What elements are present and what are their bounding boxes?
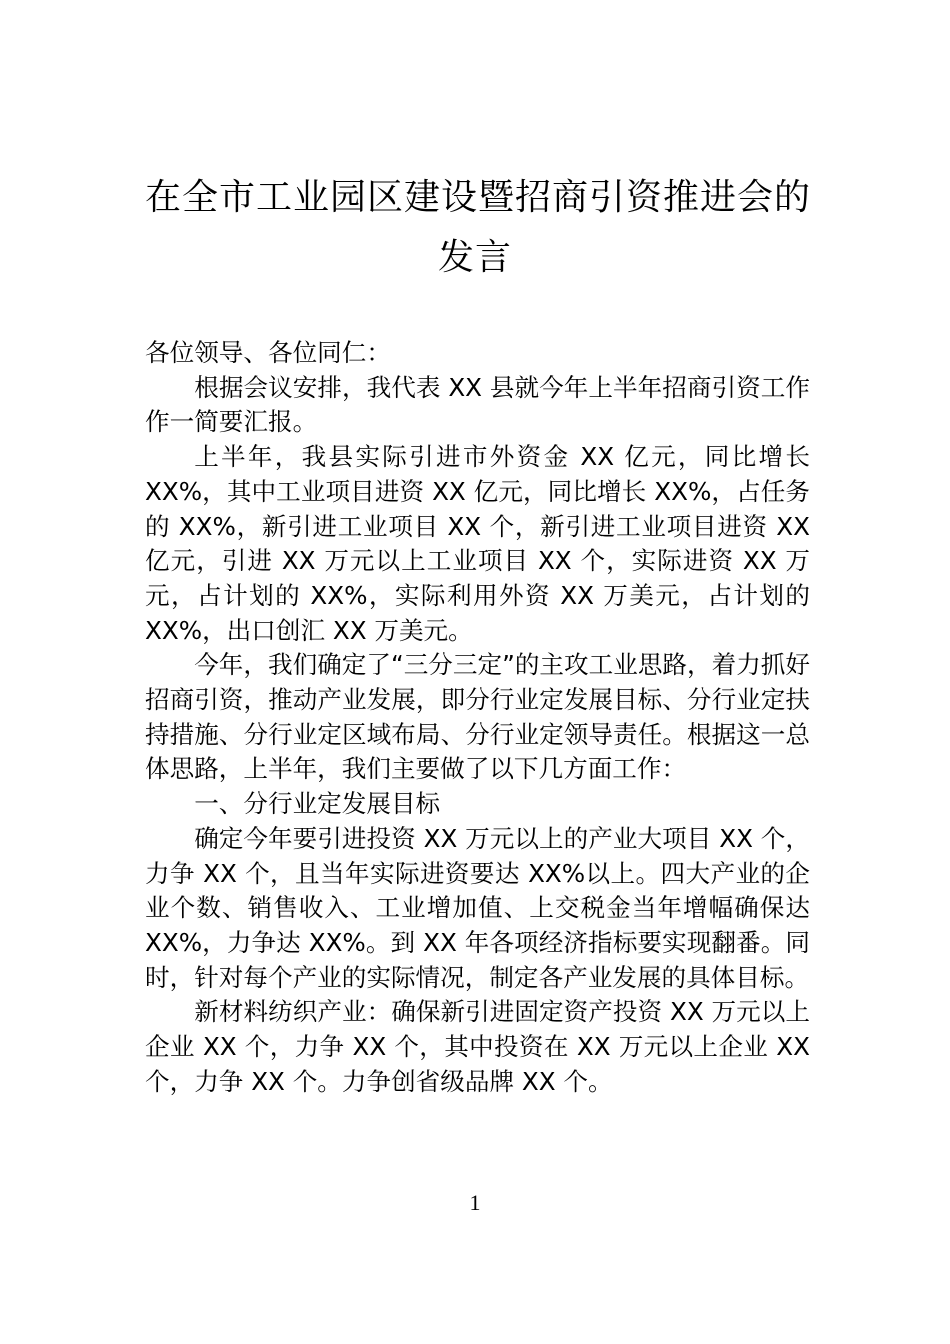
title-line-1: 在全市工业园区建设暨招商引资推进会的: [145, 177, 812, 218]
document-title: [145, 168, 812, 288]
paragraph-results: 上半年，我县实际引进市外资金 XX 亿元，同比增长 XX%，其中工业项目进资 XX 亿元，同比增长 XX%，占任务的 XX%，新引进工业项目 XX 个，新引进工业项目进资 XX 亿元，引进 XX 万元以上工业项目 XX 个，实际进资 XX 万元，占计划的 XX%，实际利用外资 XX 万美元，占计划的 XX%，出口创汇 XX 万美元。: [145, 442, 810, 645]
paragraph-intro: 根据会议安排，我代表 XX 县就今年上半年招商引资工作作一简要汇报。: [145, 372, 810, 437]
page-number: 1: [469, 1190, 481, 1215]
title-line-2: 发言: [437, 237, 512, 278]
salutation: 各位领导、各位同仁：: [145, 338, 391, 367]
paragraph-textile-industry: 新材料纺织产业：确保新引进固定资产投资 XX 万元以上企业 XX 个，力争 XX 个，其中投资在 XX 万元以上企业 XX 个，力争 XX 个。力争创省级品牌 XX 个。: [145, 997, 810, 1096]
paragraph-approach: 今年，我们确定了“三分三定”的主攻工业思路，着力抓好招商引资，推动产业发展，即分行业定发展目标、分行业定扶持措施、分行业定区域布局、分行业定领导责任。根据这一总体思路，上半年，我们主要做了以下几方面工作：: [145, 650, 810, 784]
document-body: [145, 336, 810, 1099]
section-heading: 一、分行业定发展目标: [194, 789, 441, 819]
paragraph-targets: 确定今年要引进投资 XX 万元以上的产业大项目 XX 个，力争 XX 个，且当年实际进资要达 XX%以上。四大产业的企业个数、销售收入、工业增加值、上交税金当年增幅确保达 XX%，力争达 XX%。到 XX 年各项经济指标要实现翻番。同时，针对每个产业的实际情况，制定各产业发展的具体目标。: [145, 823, 810, 992]
